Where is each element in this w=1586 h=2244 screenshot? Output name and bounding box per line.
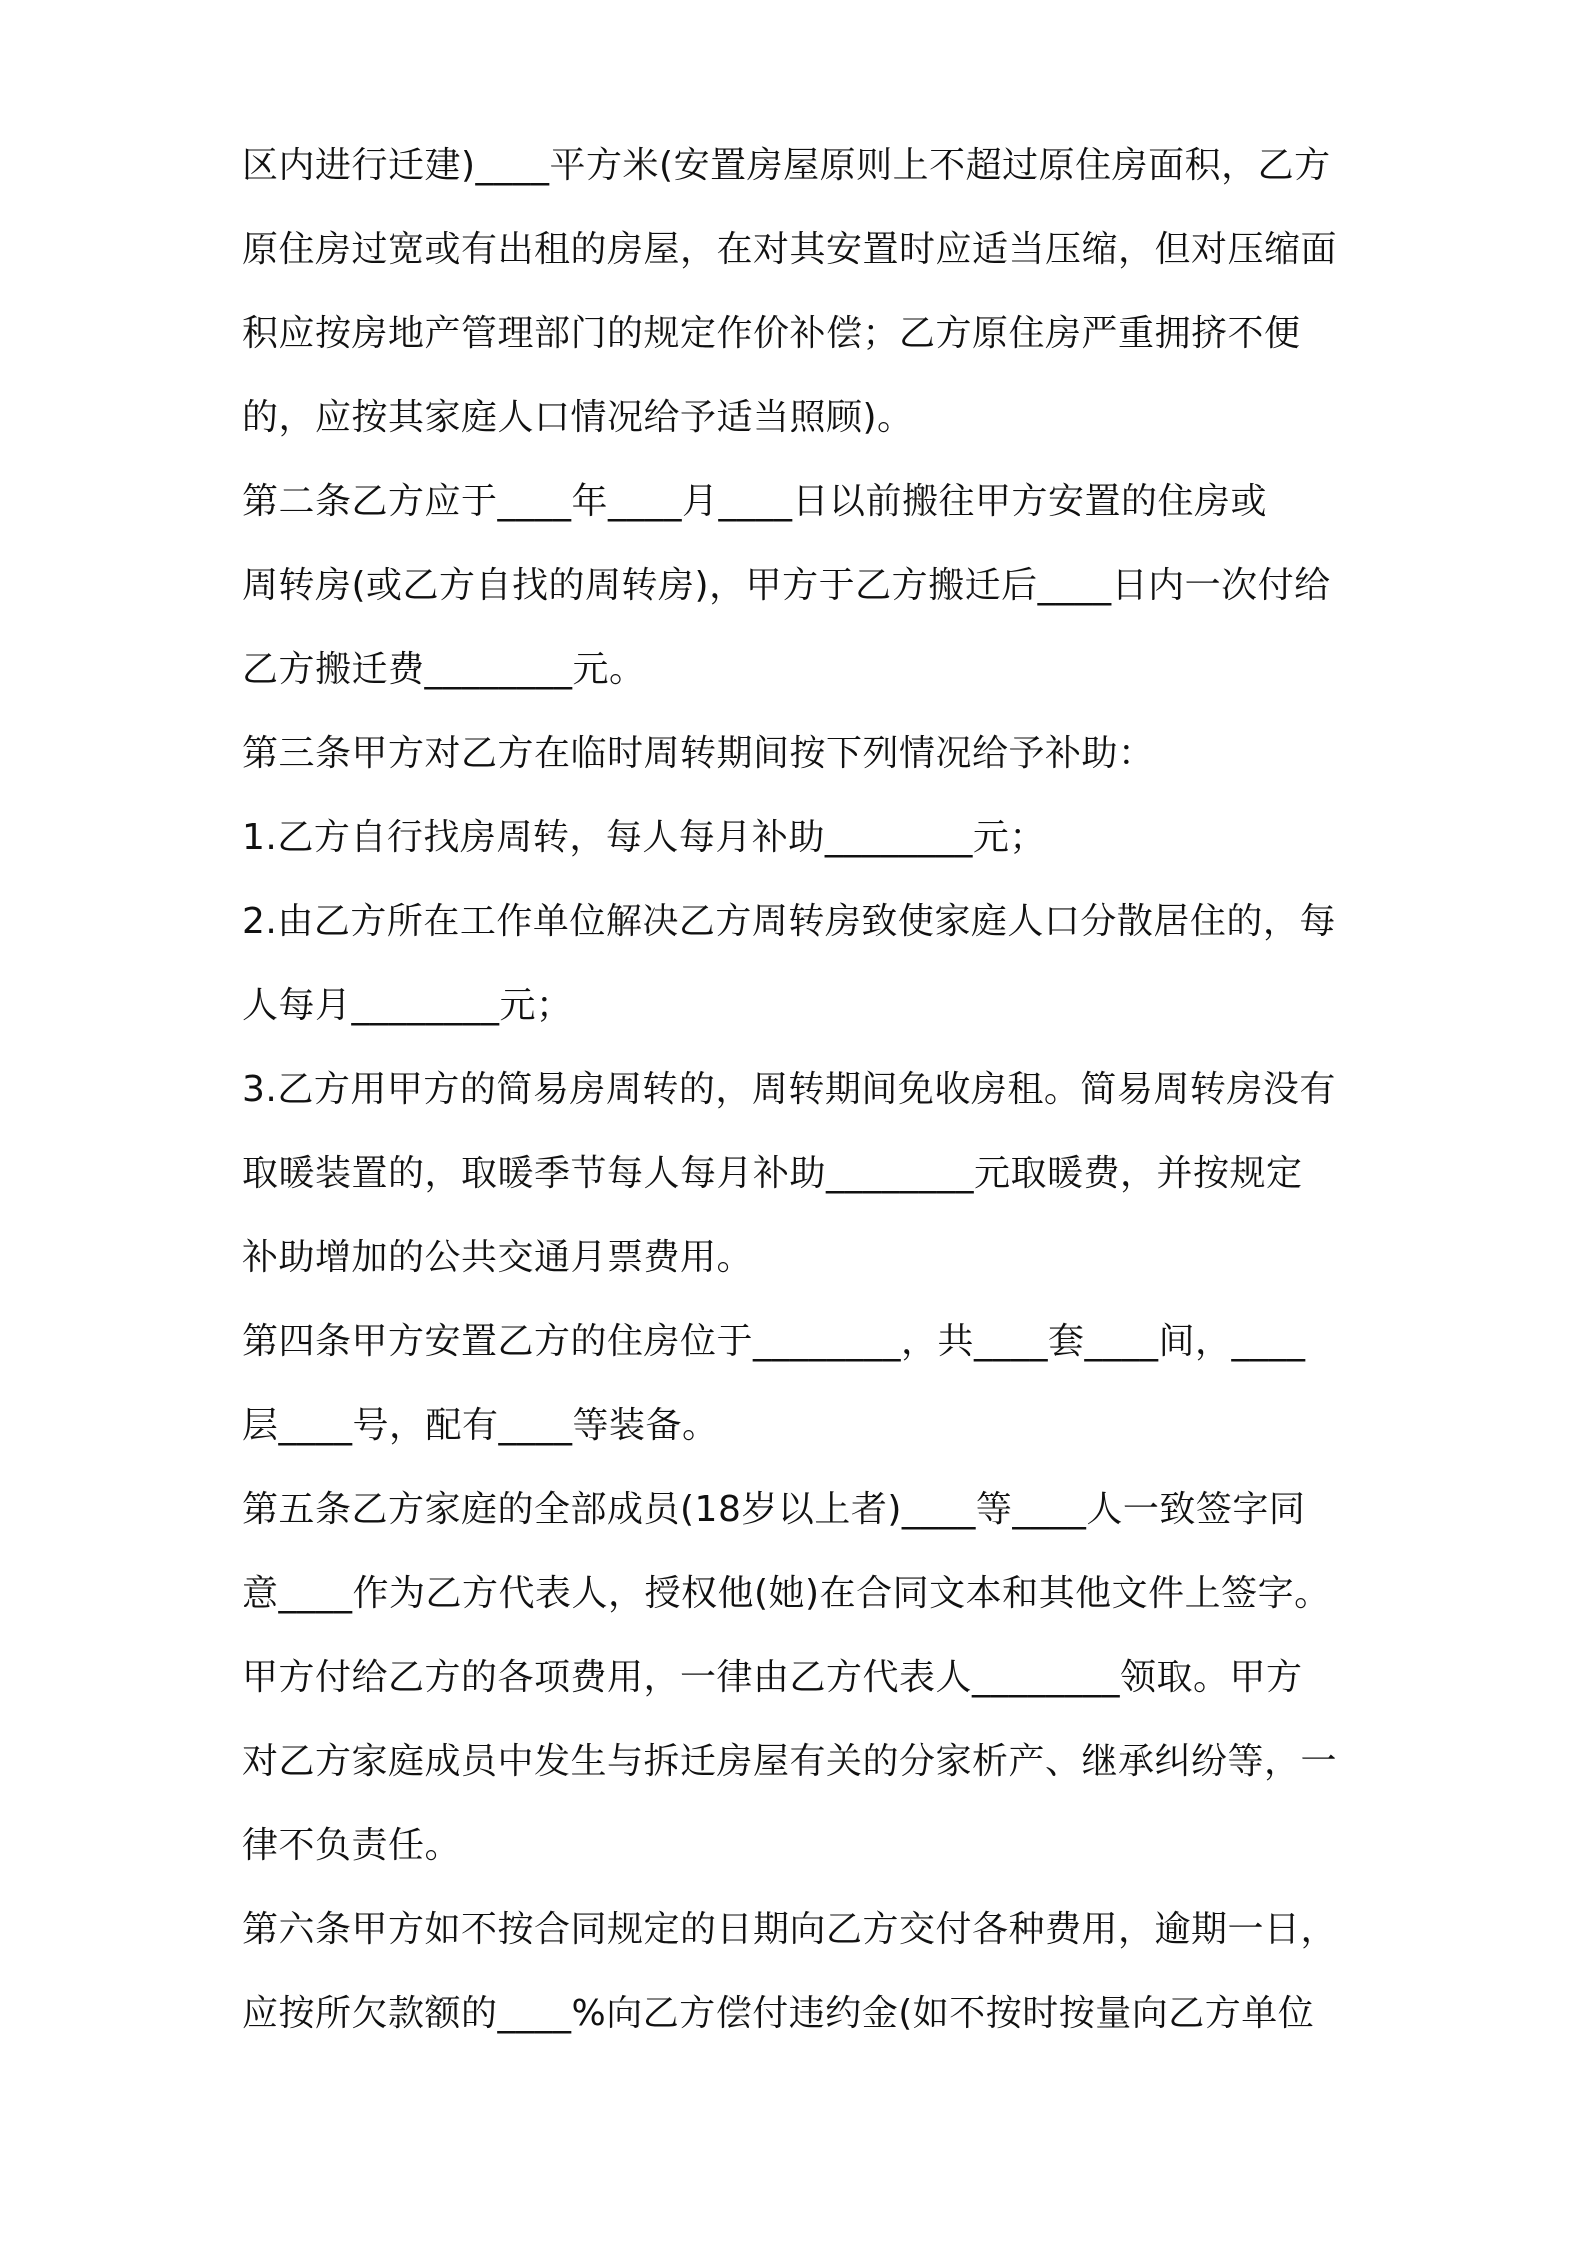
article-3-line: 第三条甲方对乙方在临时周转期间按下列情况给予补助： — [242, 733, 1155, 774]
text-line: 乙方搬迁费________元。 — [242, 649, 646, 690]
article-2-line: 第二条乙方应于____年____月____日以前搬往甲方安置的住房或 — [242, 481, 1268, 522]
list-item-1: 1.乙方自行找房周转，每人每月补助________元； — [242, 817, 1046, 858]
text-line: 积应按房地产管理部门的规定作价补偿；乙方原住房严重拥挤不便 — [242, 313, 1301, 354]
text-line: 原住房过宽或有出租的房屋，在对其安置时应适当压缩，但对压缩面 — [242, 229, 1338, 270]
text-line: 层____号，配有____等装备。 — [242, 1405, 719, 1446]
text-line: 取暖装置的，取暖季节每人每月补助________元取暖费，并按规定 — [242, 1153, 1303, 1194]
document-body — [242, 124, 1358, 2056]
text-line: 意____作为乙方代表人，授权他(她)在合同文本和其他文件上签字。 — [242, 1573, 1331, 1614]
text-line: 律不负责任。 — [242, 1825, 462, 1866]
text-line: 区内进行迁建)____平方米(安置房屋原则上不超过原住房面积，乙方 — [242, 145, 1331, 186]
article-6-line: 第六条甲方如不按合同规定的日期向乙方交付各种费用，逾期一日， — [242, 1909, 1338, 1950]
article-4-line: 第四条甲方安置乙方的住房位于________，共____套____间，____ — [242, 1321, 1306, 1362]
text-line: 的，应按其家庭人口情况给予适当照顾)。 — [242, 397, 914, 438]
list-item-3: 3.乙方用甲方的简易房周转的，周转期间免收房租。简易周转房没有 — [242, 1069, 1336, 1110]
text-line: 周转房(或乙方自找的周转房)，甲方于乙方搬迁后____日内一次付给 — [242, 565, 1331, 606]
text-line: 甲方付给乙方的各项费用，一律由乙方代表人________领取。甲方 — [242, 1657, 1303, 1698]
list-item-2: 2.由乙方所在工作单位解决乙方周转房致使家庭人口分散居住的，每 — [242, 901, 1336, 942]
text-line: 人每月________元； — [242, 985, 573, 1026]
text-line: 对乙方家庭成员中发生与拆迁房屋有关的分家析产、继承纠纷等，一 — [242, 1741, 1338, 1782]
article-5-line: 第五条乙方家庭的全部成员(18岁以上者)____等____人一致签字同 — [242, 1489, 1306, 1530]
text-line: 补助增加的公共交通月票费用。 — [242, 1237, 754, 1278]
text-line: 应按所欠款额的____%向乙方偿付违约金(如不按时按量向乙方单位 — [242, 1993, 1315, 2034]
